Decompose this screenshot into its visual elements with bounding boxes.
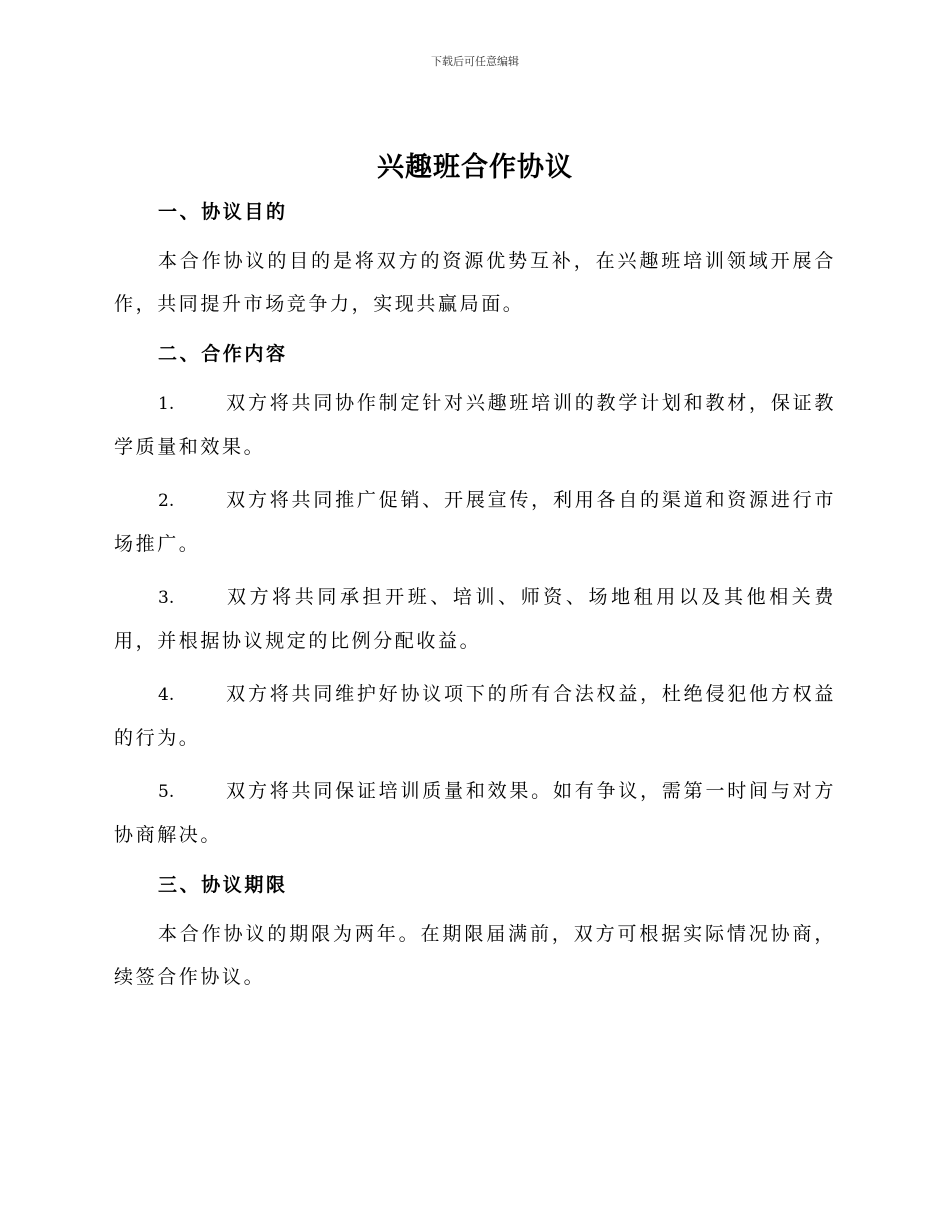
document-body [114,194,836,1009]
page-header-note: 下载后可任意编辑 [431,55,519,68]
section-heading-purpose: 一、协议目的 [158,201,288,223]
document-title: 兴趣班合作协议 [377,152,573,183]
list-item-text: 双方将共同维护好协议项下的所有合法权益，杜绝侵犯他方权益的行为。 [114,683,836,749]
list-item-text: 双方将共同承担开班、培训、师资、场地租用以及其他相关费用，并根据协议规定的比例分配收益。 [114,586,836,652]
section-paragraph-purpose: 本合作协议的目的是将双方的资源优势互补，在兴趣班培训领域开展合作，共同提升市场竞争力，实现共赢局面。 [114,250,836,315]
list-item-text: 双方将共同推广促销、开展宣传，利用各自的渠道和资源进行市场推广。 [114,489,836,555]
list-item [114,382,836,469]
list-item-number: 2. [158,491,175,511]
list-item [114,673,836,760]
list-item-number: 5. [158,782,175,802]
list-item-text: 双方将共同保证培训质量和效果。如有争议，需第一时间与对方协商解决。 [114,780,836,846]
section-paragraph-term: 本合作协议的期限为两年。在期限届满前，双方可根据实际情况协商，续签合作协议。 [114,923,836,988]
section-heading-term: 三、协议期限 [158,874,288,896]
list-item-text: 双方将共同协作制定针对兴趣班培训的教学计划和教材，保证教学质量和效果。 [114,392,836,458]
list-item-number: 4. [158,685,175,705]
list-item [114,479,836,566]
list-item [114,576,836,663]
section-heading-content: 二、合作内容 [158,343,288,365]
list-item-number: 3. [158,588,175,608]
list-item [114,770,836,857]
list-item-number: 1. [158,394,175,414]
